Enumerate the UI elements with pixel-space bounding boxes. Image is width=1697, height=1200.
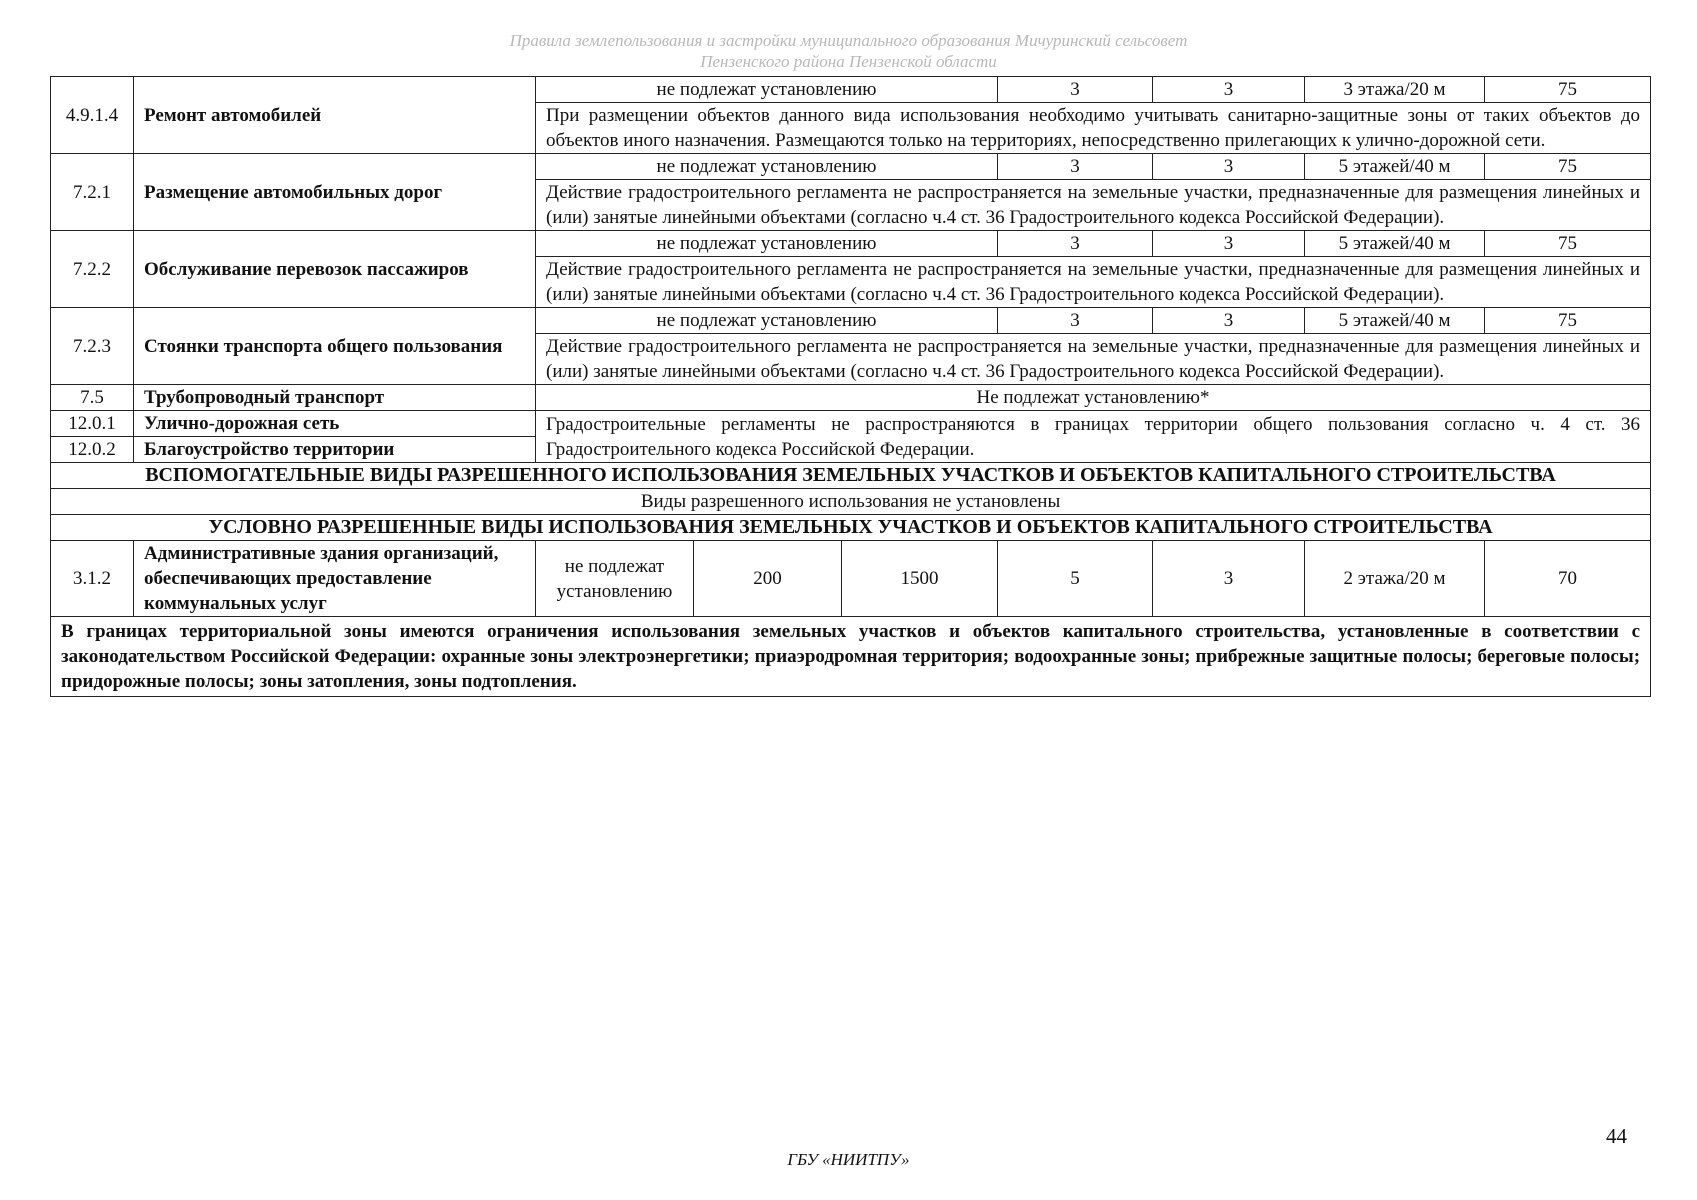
note-cell: Действие градостроительного регламента не распространяется на земельные участки, предназначенные для размещения линейных и (или) занятые линейными объектами (согласно ч.4 ст. 36 Градостроительного кодекса Российской Федерации). (536, 180, 1651, 231)
auxiliary-uses-heading: ВСПОМОГАТЕЛЬНЫЕ ВИДЫ РАЗРЕШЕННОГО ИСПОЛЬЗОВАНИЯ ЗЕМЕЛЬНЫХ УЧАСТКОВ И ОБЪЕКТОВ КАПИТАЛЬНОГО СТРОИТЕЛЬСТВА (51, 463, 1651, 489)
note-cell: При размещении объектов данного вида использования необходимо учитывать санитарно-защитные зоны от таких объектов до объектов иного назначения. Размещаются только на территориях, непосредственно прилегающих к улично-дорожной сети. (536, 103, 1651, 154)
use-name-cell: Трубопроводный транспорт (134, 385, 536, 411)
use-name-cell: Административные здания организаций, обеспечивающих предоставление коммунальных услуг (134, 541, 536, 617)
note-cell: Не подлежат установлению* (536, 385, 1651, 411)
floors-cell: 2 этажа/20 м (1305, 541, 1485, 617)
floors-cell: 5 этажей/40 м (1305, 154, 1485, 180)
value-cell: 5 (998, 541, 1153, 617)
floors-cell: 3 этажа/20 м (1305, 77, 1485, 103)
note-cell: Действие градостроительного регламента не распространяется на земельные участки, предназначенные для размещения линейных и (или) занятые линейными объектами (согласно ч.4 ст. 36 Градостроительного кодекса Российской Федерации). (536, 257, 1651, 308)
value-cell: 3 (998, 231, 1153, 257)
header-line-1: Правила землепользования и застройки муниципального образования Мичуринский сельсовет (509, 31, 1188, 50)
percent-cell: 70 (1485, 541, 1651, 617)
floors-cell: 5 этажей/40 м (1305, 308, 1485, 334)
min-area-cell: 200 (694, 541, 842, 617)
table-row (51, 308, 1651, 334)
table-row (51, 154, 1651, 180)
value-cell: 3 (998, 308, 1153, 334)
document-footer: ГБУ «НИИТПУ» (787, 1150, 910, 1169)
code-cell: 7.2.3 (51, 308, 134, 385)
note-cell: Действие градостроительного регламента не распространяется на земельные участки, предназначенные для размещения линейных и (или) занятые линейными объектами (согласно ч.4 ст. 36 Градостроительного кодекса Российской Федерации). (536, 334, 1651, 385)
code-cell: 7.5 (51, 385, 134, 411)
value-cell: 3 (1153, 231, 1305, 257)
table-row (51, 489, 1651, 515)
use-name-cell: Улично-дорожная сеть (134, 411, 536, 437)
plot-size-cell: не подлежат установлению (536, 541, 694, 617)
table-row (51, 77, 1651, 103)
percent-cell: 75 (1485, 231, 1651, 257)
value-cell: 3 (1153, 541, 1305, 617)
table-row (51, 385, 1651, 411)
max-area-cell: 1500 (842, 541, 998, 617)
code-cell: 7.2.1 (51, 154, 134, 231)
header-line-2: Пензенского района Пензенской области (700, 52, 997, 71)
percent-cell: 75 (1485, 77, 1651, 103)
percent-cell: 75 (1485, 154, 1651, 180)
document-header (0, 30, 1697, 72)
plot-size-cell: не подлежат установлению (536, 154, 998, 180)
floors-cell: 5 этажей/40 м (1305, 231, 1485, 257)
plot-size-cell: не подлежат установлению (536, 231, 998, 257)
value-cell: 3 (998, 154, 1153, 180)
use-name-cell: Стоянки транспорта общего пользования (134, 308, 536, 385)
use-name-cell: Благоустройство территории (134, 437, 536, 463)
code-cell: 12.0.2 (51, 437, 134, 463)
table-row (51, 541, 1651, 617)
value-cell: 3 (1153, 77, 1305, 103)
table-row (51, 231, 1651, 257)
auxiliary-uses-note: Виды разрешенного использования не установлены (51, 489, 1651, 515)
table-row (51, 617, 1651, 697)
value-cell: 3 (1153, 154, 1305, 180)
code-cell: 12.0.1 (51, 411, 134, 437)
page-number: 44 (1606, 1124, 1627, 1148)
code-cell: 4.9.1.4 (51, 77, 134, 154)
section-heading-row (51, 515, 1651, 541)
value-cell: 3 (998, 77, 1153, 103)
section-heading-row (51, 463, 1651, 489)
percent-cell: 75 (1485, 308, 1651, 334)
plot-size-cell: не подлежат установлению (536, 77, 998, 103)
use-name-cell: Размещение автомобильных дорог (134, 154, 536, 231)
table-row (51, 411, 1651, 437)
value-cell: 3 (1153, 308, 1305, 334)
regulations-table (50, 76, 1651, 697)
use-name-cell: Обслуживание перевозок пассажиров (134, 231, 536, 308)
plot-size-cell: не подлежат установлению (536, 308, 998, 334)
restrictions-note: В границах территориальной зоны имеются ограничения использования земельных участков и объектов капитального строительства, установленные в соответствии с законодательством Российской Федерации: охранные зоны электроэнергетики; приаэродромная территория; водоохранные зоны; прибрежные защитные полосы; береговые полосы; придорожные полосы; зоны затопления, зоны подтопления. (51, 617, 1651, 697)
code-cell: 3.1.2 (51, 541, 134, 617)
code-cell: 7.2.2 (51, 231, 134, 308)
conditional-uses-heading: УСЛОВНО РАЗРЕШЕННЫЕ ВИДЫ ИСПОЛЬЗОВАНИЯ ЗЕМЕЛЬНЫХ УЧАСТКОВ И ОБЪЕКТОВ КАПИТАЛЬНОГО СТРОИТЕЛЬСТВА (51, 515, 1651, 541)
use-name-cell: Ремонт автомобилей (134, 77, 536, 154)
note-cell: Градостроительные регламенты не распространяются в границах территории общего пользования согласно ч. 4 ст. 36 Градостроительного кодекса Российской Федерации. (536, 411, 1651, 463)
